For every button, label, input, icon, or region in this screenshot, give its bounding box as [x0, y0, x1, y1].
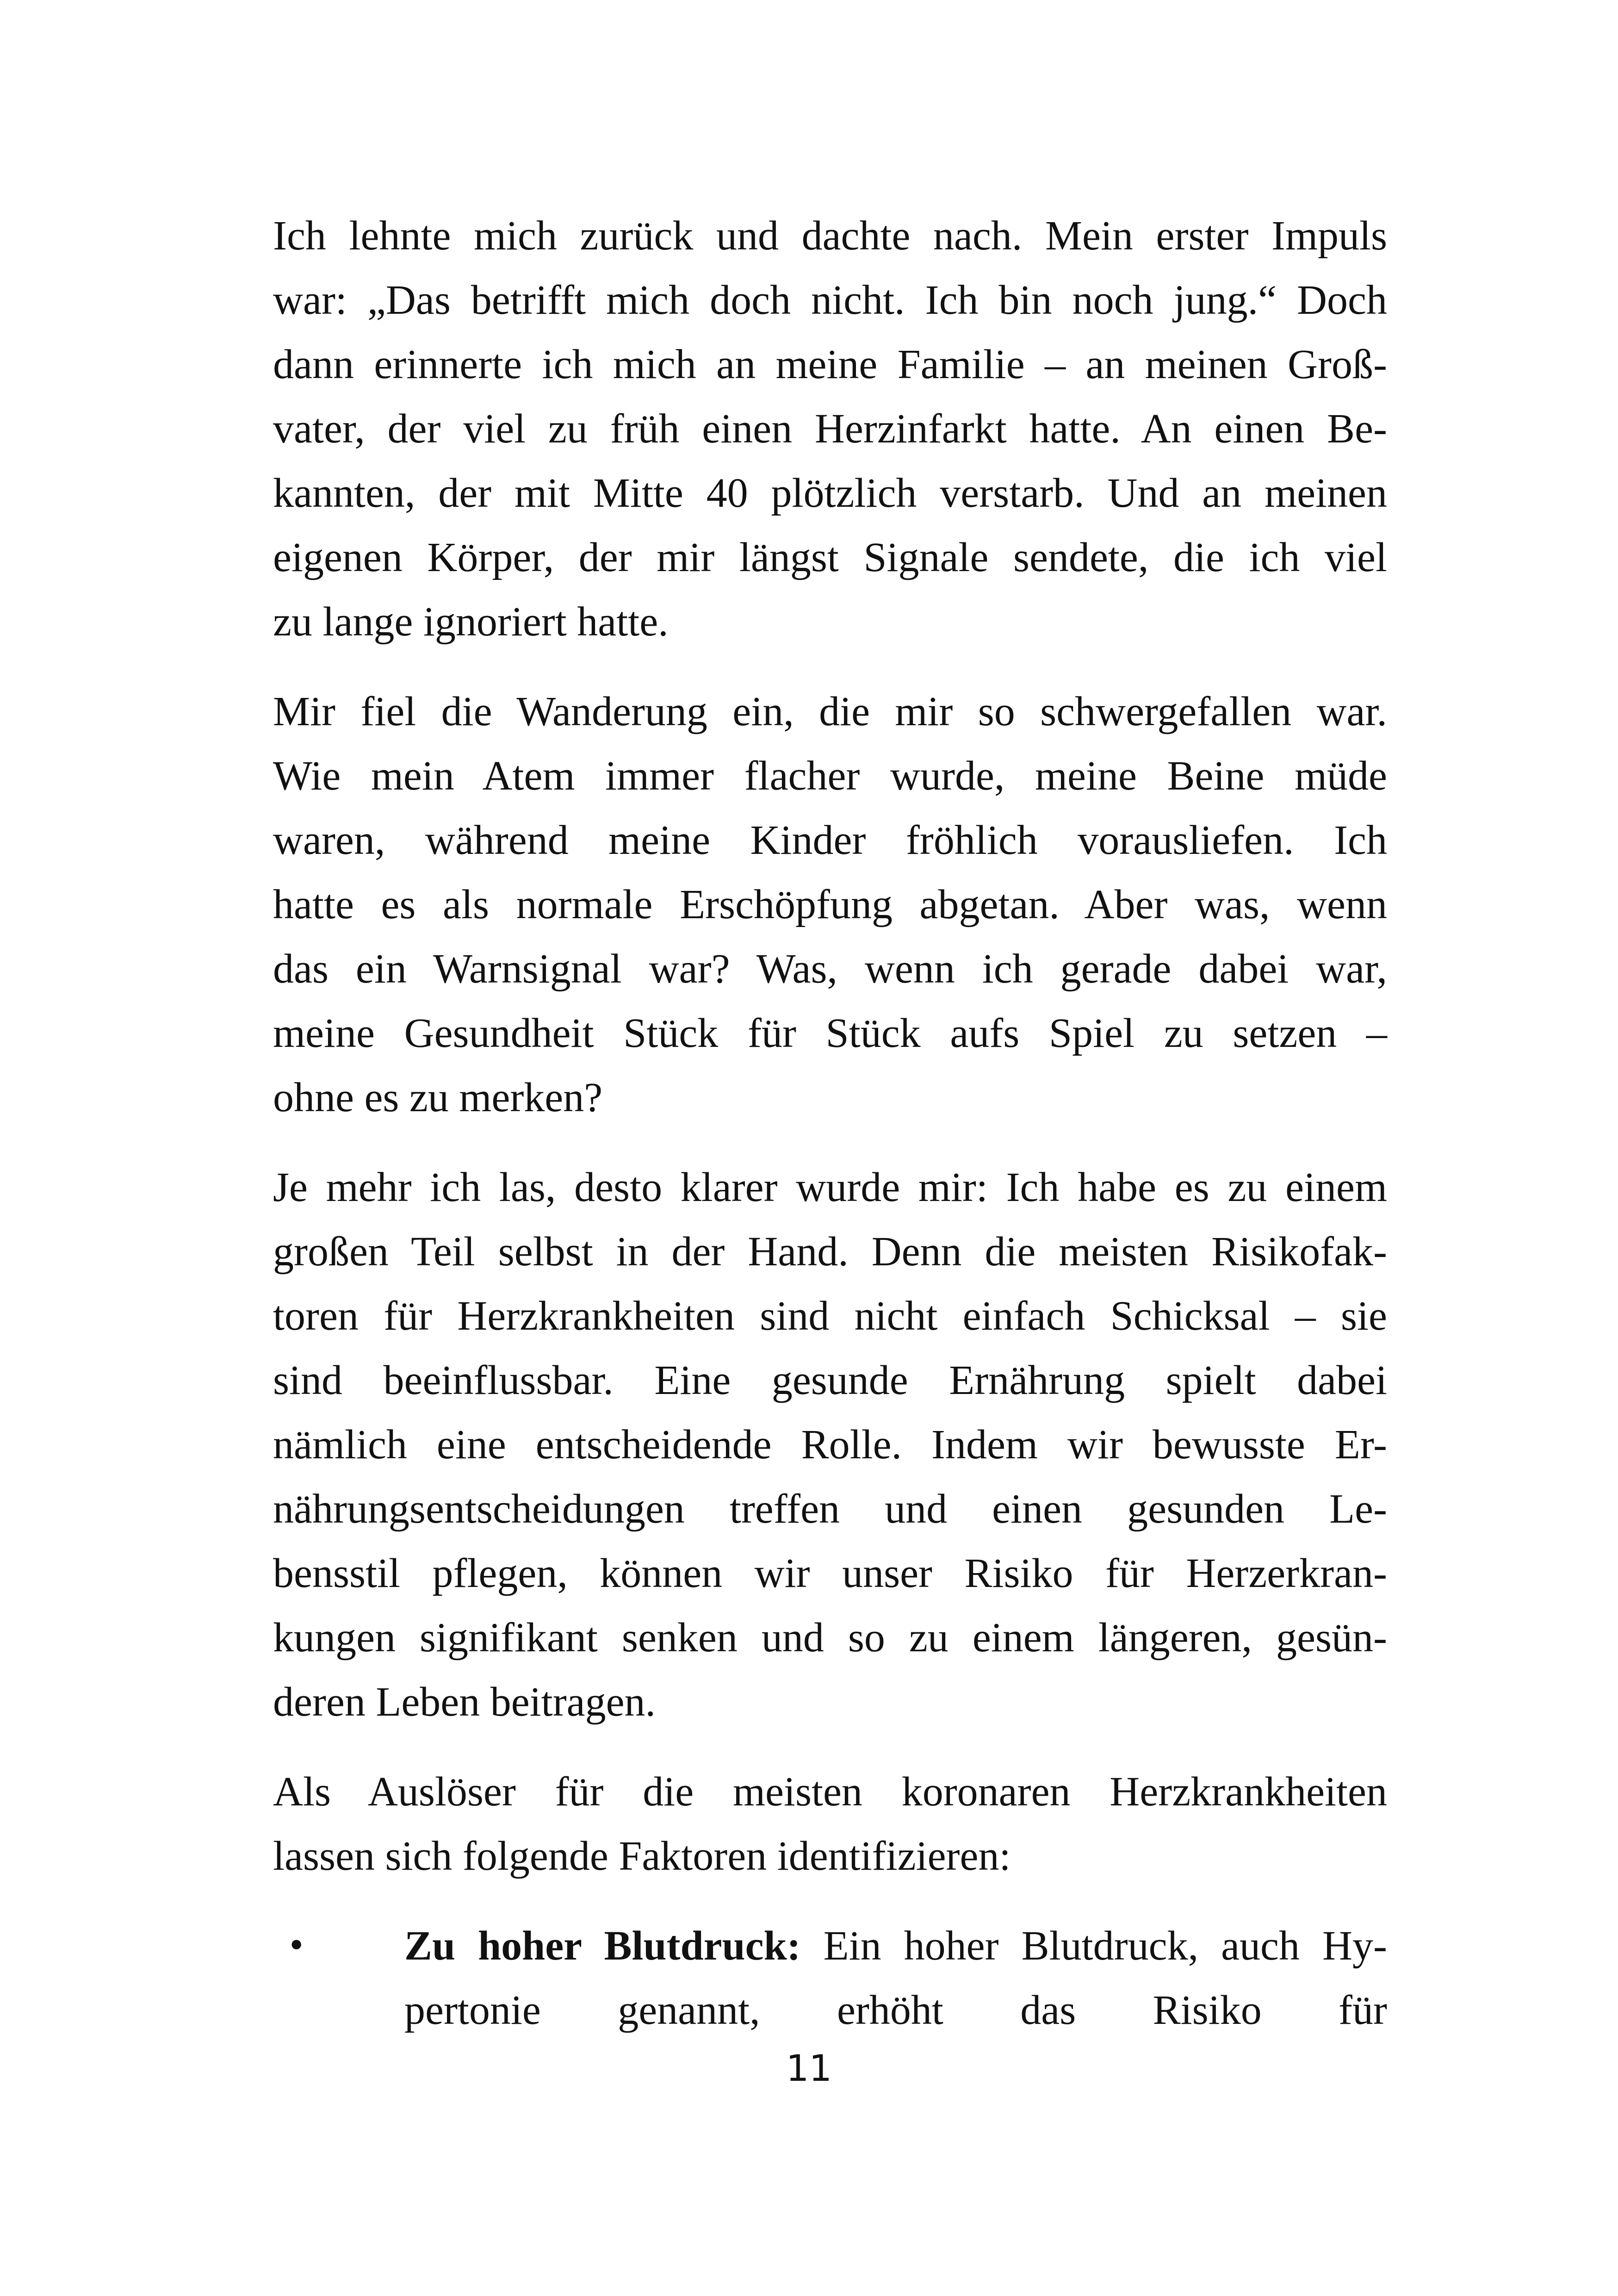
bullet-text: [404, 1914, 1387, 2042]
paragraph-4: [273, 1760, 1387, 1888]
paragraph-1: [273, 204, 1387, 654]
text-line: kungen signifikant senken und so zu einem längeren, gesün-: [273, 1615, 1387, 1661]
text-line: eigenen Körper, der mir längst Signale sendete, die ich viel: [273, 535, 1387, 580]
bullet-term: Zu hoher Blutdruck:: [404, 1923, 801, 1969]
text-line: zu lange ignoriert hatte.: [273, 599, 669, 645]
bullet-list-item: [273, 1914, 1387, 2042]
text-line: Als Auslöser für die meisten koronaren Herzkrankheiten: [273, 1769, 1387, 1815]
paragraph-3: [273, 1155, 1387, 1734]
text-line: großen Teil selbst in der Hand. Denn die meisten Risikofak-: [273, 1229, 1387, 1275]
text-line: das ein Warnsignal war? Was, wenn ich gerade dabei war,: [273, 946, 1387, 992]
text-line: vater, der viel zu früh einen Herzinfarkt hatte. An einen Be-: [273, 406, 1387, 452]
bullet-line: pertonie genannt, erhöht das Risiko für: [404, 1987, 1387, 2033]
bullet-line-rest: Ein hoher Blutdruck, auch Hy-: [800, 1923, 1387, 1969]
body-text: [273, 204, 1387, 2042]
text-line: ohne es zu merken?: [273, 1075, 603, 1120]
text-line: lassen sich folgende Faktoren identifizieren:: [273, 1833, 1011, 1879]
text-line: waren, während meine Kinder fröhlich vorausliefen. Ich: [273, 817, 1387, 863]
bullet-icon: •: [287, 1927, 306, 1965]
text-line: toren für Herzkrankheiten sind nicht einfach Schicksal – sie: [273, 1293, 1387, 1339]
page-number: 11: [786, 2048, 832, 2090]
text-line: nährungsentscheidungen treffen und einen gesunden Le-: [273, 1486, 1387, 1532]
text-line: war: „Das betrifft mich doch nicht. Ich bin noch jung.“ Doch: [273, 277, 1387, 323]
text-line: bensstil pflegen, können wir unser Risiko für Herzerkran-: [273, 1550, 1387, 1596]
text-line: deren Leben beitragen.: [273, 1679, 656, 1725]
text-line: kannten, der mit Mitte 40 plötzlich verstarb. Und an meinen: [273, 470, 1387, 516]
paragraph-2: [273, 679, 1387, 1130]
bullet-line: [404, 1914, 1387, 1978]
text-line: Je mehr ich las, desto klarer wurde mir: Ich habe es zu einem: [273, 1164, 1387, 1210]
text-line: Wie mein Atem immer flacher wurde, meine Beine müde: [273, 753, 1387, 799]
text-line: Mir fiel die Wanderung ein, die mir so schwergefallen war.: [273, 689, 1387, 734]
text-line: nämlich eine entscheidende Rolle. Indem wir bewusste Er-: [273, 1422, 1387, 1468]
text-line: meine Gesundheit Stück für Stück aufs Spiel zu setzen –: [273, 1010, 1387, 1056]
text-line: sind beeinflussbar. Eine gesunde Ernährung spielt dabei: [273, 1357, 1387, 1403]
text-line: hatte es als normale Erschöpfung abgetan. Aber was, wenn: [273, 882, 1387, 927]
text-line: Ich lehnte mich zurück und dachte nach. Mein erster Impuls: [273, 213, 1387, 259]
text-line: dann erinnerte ich mich an meine Familie – an meinen Groß-: [273, 342, 1387, 387]
